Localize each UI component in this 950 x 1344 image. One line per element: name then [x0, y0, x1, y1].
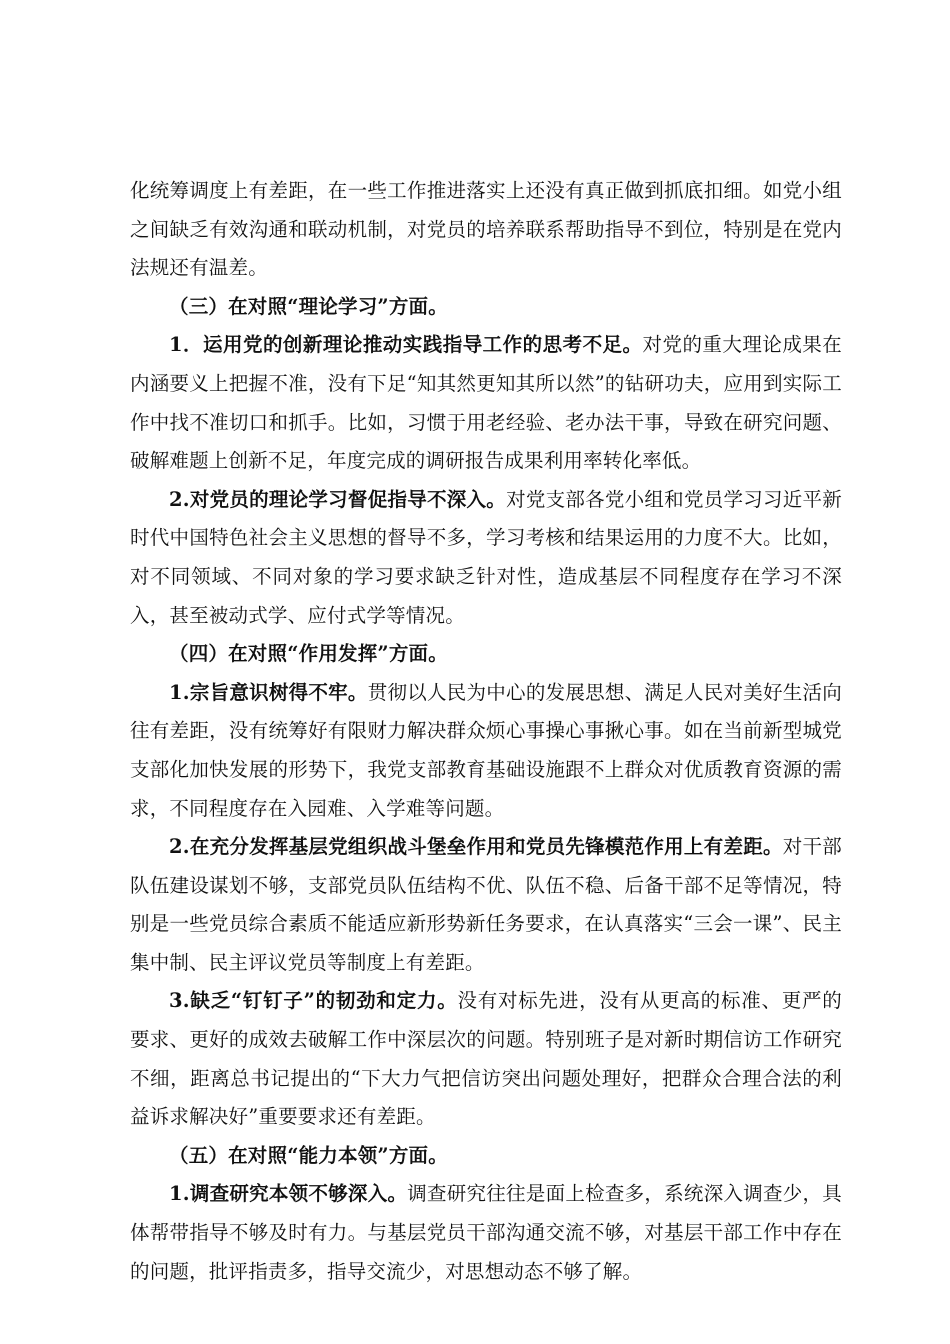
item-3-1: [130, 326, 842, 480]
item-lead: 2.对党员的理论学习督促指导不深入。: [169, 487, 507, 511]
document-page: [130, 172, 842, 1291]
item-4-1: [130, 674, 842, 828]
paragraph-continuation: [130, 172, 842, 288]
item-lead: 2.在充分发挥基层党组织战斗堡垒作用和党员先锋模范作用上有差距。: [169, 835, 783, 859]
item-5-1: [130, 1175, 842, 1291]
heading-text: （五）在对照“能力本领”方面。: [169, 1143, 448, 1167]
item-text: 贯彻以人民为中心的发展思想、满足人民对美好生活向往有差距，没有统筹好有限财力解决群众烦心事操心事揪心事。如在当前新型城党支部化加快发展的形势下，我党支部教育基础设施跟不上群众对优质教育资源的需求，不同程度存在入园难、入学难等问题。: [130, 680, 842, 820]
section-heading-4: [130, 635, 842, 674]
section-heading-3: [130, 288, 842, 327]
item-text: 对干部队伍建设谋划不够，支部党员队伍结构不优、队伍不稳、后备干部不足等情况，特别是一些党员综合素质不能适应新形势新任务要求，在认真落实“三会一课”、民主集中制、民主评议党员等制度上有差距。: [130, 835, 842, 974]
paragraph-text: 化统筹调度上有差距，在一些工作推进落实上还没有真正做到抓底扣细。如党小组之间缺乏有效沟通和联动机制，对党员的培养联系帮助指导不到位，特别是在党内法规还有温差。: [130, 179, 842, 280]
item-lead: 3.缺乏“钉钉子”的韧劲和定力。: [169, 989, 458, 1013]
section-heading-5: [130, 1137, 842, 1176]
item-text: 调查研究往往是面上检查多，系统深入调查少，具体帮带指导不够及时有力。与基层党员干部沟通交流不够，对基层干部工作中存在的问题，批评指责多，指导交流少，对思想动态不够了解。: [130, 1182, 842, 1283]
item-4-3: [130, 982, 842, 1136]
item-3-2: [130, 481, 842, 635]
item-4-2: [130, 828, 842, 982]
item-text: 对党的重大理论成果在内涵要义上把握不准，没有下足“知其然更知其所以然”的钻研功夫，应用到实际工作中找不准切口和抓手。比如，习惯于用老经验、老办法干事，导致在研究问题、破解难题上创新不足，年度完成的调研报告成果利用率转化率低。: [130, 333, 842, 473]
heading-text: （三）在对照“理论学习”方面。: [169, 294, 448, 318]
heading-text: （四）在对照“作用发挥”方面。: [169, 642, 448, 666]
item-lead: 1.宗旨意识树得不牢。: [169, 680, 368, 704]
item-lead: 1.调查研究本领不够深入。: [169, 1182, 408, 1206]
item-text: 对党支部各党小组和党员学习习近平新时代中国特色社会主义思想的督导不多，学习考核和结果运用的力度不大。比如，对不同领域、不同对象的学习要求缺乏针对性，造成基层不同程度存在学习不深入，甚至被动式学、应付式学等情况。: [130, 487, 842, 627]
item-lead: 1．运用党的创新理论推动实践指导工作的思考不足。: [169, 333, 643, 357]
item-text: 没有对标先进，没有从更高的标准、更严的要求、更好的成效去破解工作中深层次的问题。特别班子是对新时期信访工作研究不细，距离总书记提出的“下大力气把信访突出问题处理好，把群众合理合法的利益诉求解决好”重要要求还有差距。: [130, 989, 842, 1129]
